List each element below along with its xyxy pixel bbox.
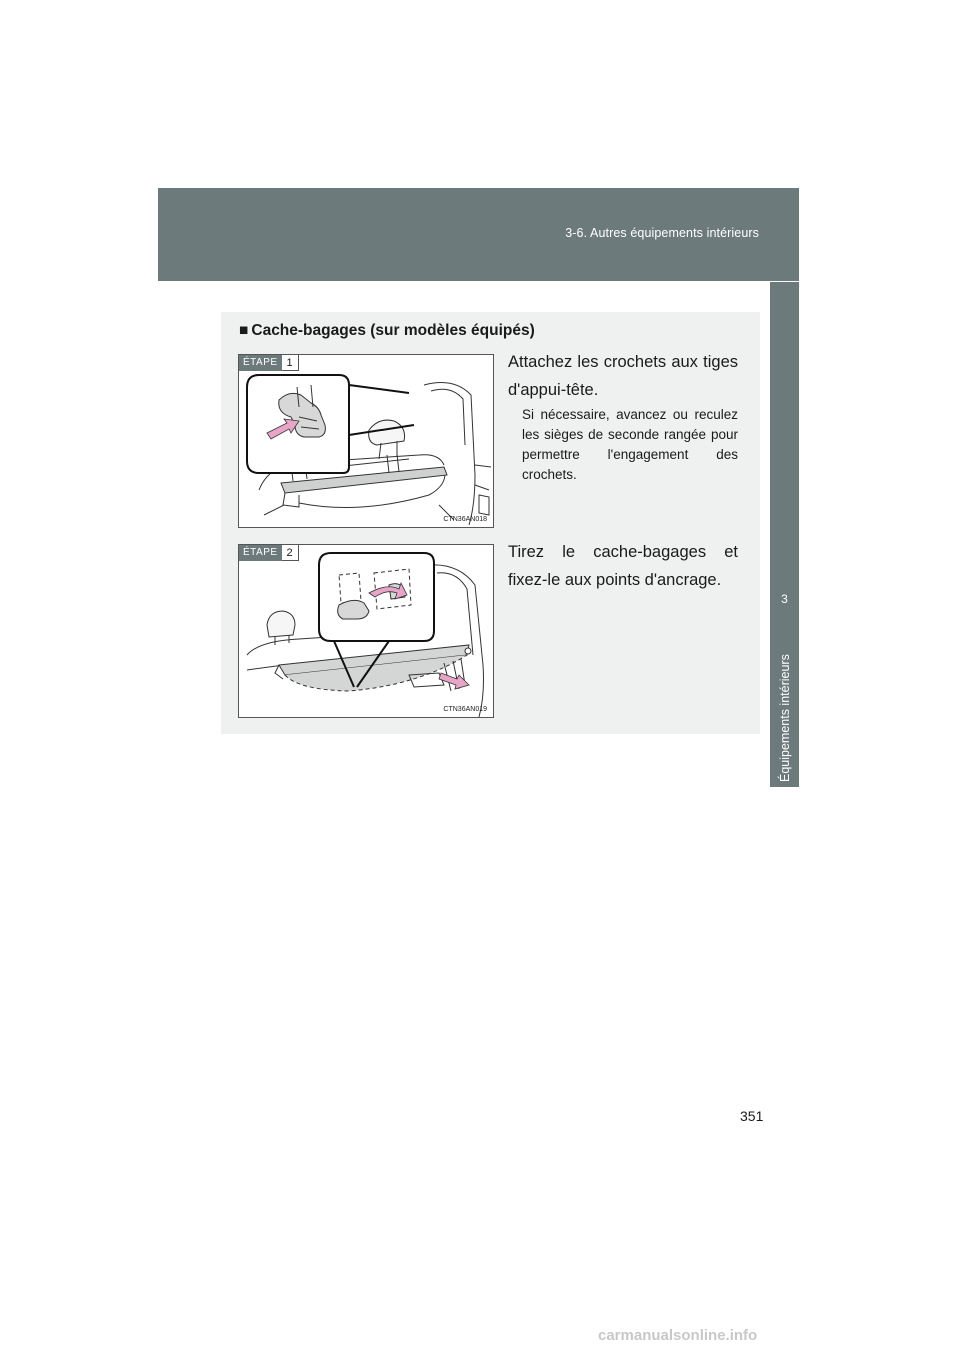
step-1-note: Si nécessaire, avancez ou reculez les sièges de seconde rangée pour permettre l'engagement des crochets. [522, 407, 738, 482]
figure-code: CTN36AN018 [443, 516, 487, 523]
step-2-instruction: Tirez le cache-bagages et fixez-le aux points d'ancrage. [508, 543, 738, 589]
chapter-header [158, 188, 799, 281]
step-1-figure [238, 354, 494, 528]
step-number: 2 [282, 545, 299, 561]
chapter-label-text: Équipements intérieurs [778, 654, 792, 782]
step-2-figure [238, 544, 494, 718]
step-1-instruction: Attachez les crochets aux tiges d'appui-tête. [508, 353, 738, 399]
figure-code: CTN36AN019 [443, 706, 487, 713]
step-number: 1 [282, 355, 299, 371]
step-1-illustration [239, 355, 494, 528]
chapter-title: 3-6. Autres équipements intérieurs [565, 226, 759, 240]
section-title-text: Cache-bagages (sur modèles équipés) [251, 322, 535, 339]
watermark: carmanualsonline.info [598, 1327, 758, 1344]
page-number: 351 [740, 1108, 764, 1124]
step-2-illustration [239, 545, 494, 718]
bullet-square-icon: ■ [239, 322, 249, 339]
step-label: ÉTAPE [239, 355, 282, 371]
step-1-badge [239, 355, 299, 371]
step-label: ÉTAPE [239, 545, 282, 561]
chapter-number: 3 [781, 592, 788, 606]
step-2-badge [239, 545, 299, 561]
chapter-side-label [778, 632, 792, 782]
section-title [239, 322, 535, 340]
